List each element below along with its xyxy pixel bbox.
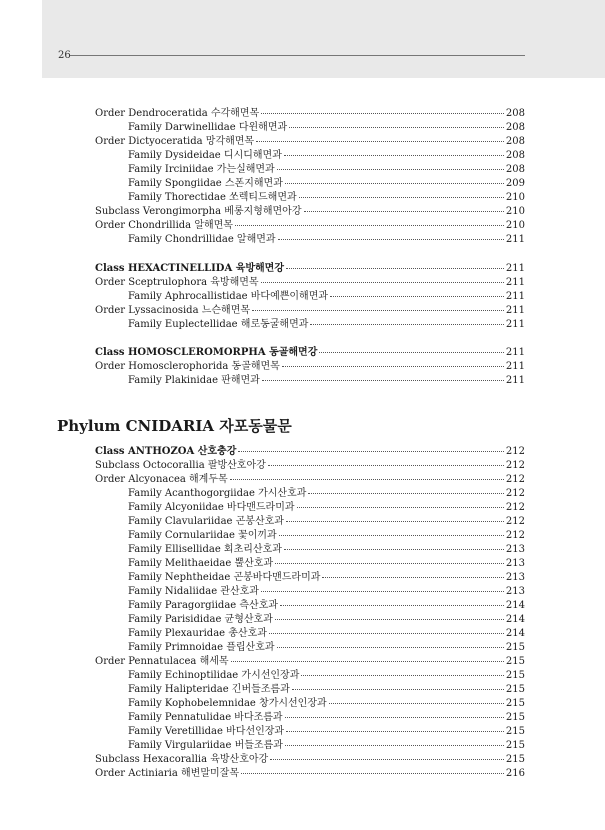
toc-entry [128, 683, 525, 697]
dot-leader [285, 183, 504, 184]
toc-entry [95, 655, 525, 669]
toc-entry-page: 212 [505, 446, 525, 457]
dot-leader [329, 703, 504, 704]
toc-entry [128, 177, 525, 191]
toc-entry [95, 135, 525, 149]
toc-entry-page: 215 [505, 740, 525, 751]
toc-entry [128, 149, 525, 163]
toc-entry-page: 211 [505, 291, 525, 302]
toc-entry [95, 262, 525, 276]
toc-entry [128, 613, 525, 627]
toc-entry-page: 208 [505, 150, 525, 161]
toc-entry-label: Order Dictyoceratida 망각해면목 [95, 136, 255, 147]
toc-entry-label: Family Acanthogorgiidae 가시산호과 [128, 488, 307, 499]
toc-entry-label: Order Homosclerophorida 동골해면목 [95, 361, 280, 372]
toc-entry [95, 276, 525, 290]
toc-entry-page: 213 [505, 572, 525, 583]
toc-entry-page: 212 [505, 516, 525, 527]
dot-leader [256, 141, 504, 142]
dot-leader [284, 549, 504, 550]
toc-entry-label: Family Aphrocallistidae 바다예쁜이해면과 [128, 291, 329, 302]
toc-entry-label: Family Plakinidae 판해면과 [128, 375, 260, 386]
dot-leader [252, 310, 504, 311]
toc-entry [128, 739, 525, 753]
dot-leader [282, 366, 504, 367]
toc-entry [128, 529, 525, 543]
toc-entry-label: Family Veretillidae 바다선인장과 [128, 726, 285, 737]
toc-entry-page: 213 [505, 586, 525, 597]
toc-entry-page: 211 [505, 375, 525, 386]
dot-leader [286, 731, 504, 732]
toc-entry [128, 501, 525, 515]
toc-entry [128, 515, 525, 529]
toc-entry [128, 725, 525, 739]
toc-entry-page: 215 [505, 684, 525, 695]
toc-entry [95, 445, 525, 459]
dot-leader [286, 521, 504, 522]
dot-leader [277, 169, 504, 170]
toc-entry-label: Subclass Octocorallia 팔방산호아강 [95, 460, 266, 471]
toc-entry-label: Family Primnoidae 플립산호과 [128, 642, 275, 653]
toc-entry [95, 107, 525, 121]
toc-entry [128, 669, 525, 683]
dot-leader [322, 577, 503, 578]
toc-entry-page: 210 [505, 192, 525, 203]
toc-entry [128, 121, 525, 135]
dot-leader [284, 155, 504, 156]
toc-entry-label: Subclass Hexacorallia 육방산호아강 [95, 754, 269, 765]
dot-leader [279, 535, 504, 536]
toc-entry-label: Order Actiniaria 해변말미잘목 [95, 768, 239, 779]
toc-entry-label: Class HOMOSCLEROMORPHA 동골해면강 [95, 347, 318, 358]
toc-entry-label: Order Sceptrulophora 육방해면목 [95, 277, 259, 288]
toc-entry [95, 473, 525, 487]
toc-entry [128, 599, 525, 613]
toc-entry-page: 211 [505, 347, 525, 358]
toc-entry-label: Family Euplectellidae 해로동굴해면과 [128, 319, 309, 330]
toc-entry-page: 208 [505, 136, 525, 147]
toc-entry-page: 208 [505, 164, 525, 175]
toc-entry-page: 211 [505, 361, 525, 372]
toc-entry-label: Family Chondrillidae 알해면과 [128, 234, 276, 245]
dot-leader [285, 717, 504, 718]
dot-leader [262, 380, 504, 381]
toc-entry-page: 215 [505, 698, 525, 709]
toc-entry-page: 209 [505, 178, 525, 189]
toc-entry [128, 627, 525, 641]
toc-entry [95, 346, 525, 360]
toc-entry [128, 290, 525, 304]
toc-entry-label: Family Virgulariidae 버들조름과 [128, 740, 283, 751]
dot-leader [275, 619, 504, 620]
dot-leader [231, 661, 504, 662]
toc-entry-label: Family Dysideidae 디시디해면과 [128, 150, 282, 161]
toc-entry [95, 360, 525, 374]
dot-leader [268, 465, 504, 466]
toc-entry-page: 211 [505, 305, 525, 316]
toc-entry-page: 215 [505, 726, 525, 737]
toc-entry-label: Family Darwinellidae 다윈해면과 [128, 122, 288, 133]
toc-entry-label: Family Spongiidae 스폰지해면과 [128, 178, 283, 189]
dot-leader [238, 451, 504, 452]
toc-entry-label: Family Kophobelemnidae 창가시선인장과 [128, 698, 327, 709]
toc-entry [95, 767, 525, 781]
toc-entry [95, 753, 525, 767]
toc-entry-page: 212 [505, 460, 525, 471]
toc-entry-label: Order Dendroceratida 수각해면목 [95, 108, 260, 119]
dot-leader [304, 211, 504, 212]
toc-entry [128, 557, 525, 571]
dot-leader [230, 479, 504, 480]
toc-entry-label: Family Pennatulidae 바다조름과 [128, 712, 283, 723]
toc-entry-page: 211 [505, 319, 525, 330]
dot-leader [330, 296, 504, 297]
toc-entry [128, 571, 525, 585]
toc-entry-page: 210 [505, 206, 525, 217]
toc-entry-page: 208 [505, 122, 525, 133]
dot-leader [289, 127, 504, 128]
toc-entry-label: Order Lyssacinosida 느슨해면목 [95, 305, 251, 316]
toc-entry [95, 205, 525, 219]
toc-entry [128, 585, 525, 599]
dot-leader [269, 633, 504, 634]
toc-entry-page: 215 [505, 712, 525, 723]
toc-entry-page: 212 [505, 474, 525, 485]
dot-leader [297, 507, 504, 508]
dot-leader [270, 759, 504, 760]
page-number: 26 [58, 50, 71, 61]
dot-leader [308, 493, 504, 494]
toc-entry-label: Family Parisididae 균형산호과 [128, 614, 273, 625]
toc-entry-label: Order Chondrillida 알해면목 [95, 220, 233, 231]
toc-entry-page: 211 [505, 234, 525, 245]
toc-entry [95, 459, 525, 473]
toc-entry [128, 697, 525, 711]
toc-entry-label: Family Echinoptilidae 가시선인장과 [128, 670, 300, 681]
dot-leader [241, 773, 504, 774]
toc-entry-label: Subclass Verongimorpha 베롱지형해면아강 [95, 206, 302, 217]
toc-entry-label: Family Clavulariidae 곤봉산호과 [128, 516, 284, 527]
dot-leader [261, 113, 504, 114]
toc-entry [95, 304, 525, 318]
toc-entry-label: Family Ellisellidae 회초리산호과 [128, 544, 282, 555]
toc-entry-page: 212 [505, 502, 525, 513]
toc-entry [95, 219, 525, 233]
dot-leader [292, 689, 504, 690]
toc-entry-page: 212 [505, 530, 525, 541]
dot-leader [261, 282, 504, 283]
dot-leader [286, 268, 504, 269]
toc-entry-page: 211 [505, 277, 525, 288]
toc-entry-label: Family Irciniidae 가는실해면과 [128, 164, 275, 175]
dot-leader [235, 225, 504, 226]
toc-entry [128, 191, 525, 205]
toc-entry-label: Class HEXACTINELLIDA 육방해면강 [95, 263, 285, 274]
header-rule [70, 55, 525, 56]
dot-leader [280, 605, 504, 606]
toc-entry-label: Family Plexauridae 총산호과 [128, 628, 267, 639]
toc-entry-page: 215 [505, 670, 525, 681]
toc-entry-page: 215 [505, 656, 525, 667]
toc-entry-label: Family Thorectidae 쏘렉티드해면과 [128, 192, 297, 203]
toc-entry-label: Family Cornulariidae 꽃이끼과 [128, 530, 277, 541]
toc-entry-label: Order Alcyonacea 해계두목 [95, 474, 228, 485]
toc-entry-page: 213 [505, 558, 525, 569]
dot-leader [278, 239, 504, 240]
dot-leader [319, 352, 504, 353]
dot-leader [275, 563, 504, 564]
dot-leader [277, 647, 504, 648]
toc-entry-page: 211 [505, 263, 525, 274]
dot-leader [261, 591, 504, 592]
toc-entry-page: 214 [505, 628, 525, 639]
toc-entry-page: 214 [505, 600, 525, 611]
toc-entry-label: Order Pennatulacea 해세목 [95, 656, 229, 667]
toc-entry-page: 210 [505, 220, 525, 231]
toc-entry-page: 214 [505, 614, 525, 625]
dot-leader [285, 745, 504, 746]
dot-leader [310, 324, 504, 325]
toc-entry-page: 215 [505, 642, 525, 653]
toc-entry [128, 711, 525, 725]
toc-entry-label: Class ANTHOZOA 산호충강 [95, 446, 237, 457]
toc-entry-label: Family Paragorgiidae 측산호과 [128, 600, 279, 611]
dot-leader [301, 675, 504, 676]
toc-entry [128, 487, 525, 501]
toc-entry [128, 233, 525, 247]
toc-entry-label: Family Melithaeidae 뿔산호과 [128, 558, 274, 569]
phylum-heading: Phylum CNIDARIA 자포동물문 [57, 417, 292, 435]
toc-entry-page: 212 [505, 488, 525, 499]
header-band [42, 0, 605, 78]
toc-entry [128, 163, 525, 177]
toc-entry [128, 641, 525, 655]
toc-entry-page: 213 [505, 544, 525, 555]
toc-entry-page: 208 [505, 108, 525, 119]
toc-entry-label: Family Nidaliidae 관산호과 [128, 586, 259, 597]
dot-leader [299, 197, 504, 198]
toc-entry-page: 216 [505, 768, 525, 779]
toc-entry [128, 543, 525, 557]
toc-entry-label: Family Halipteridae 긴버들조름과 [128, 684, 290, 695]
toc-entry [128, 374, 525, 388]
toc-entry-label: Family Nephtheidae 곤봉바다맨드라미과 [128, 572, 321, 583]
toc-entry-label: Family Alcyoniidae 바다맨드라미과 [128, 502, 295, 513]
toc-entry [128, 318, 525, 332]
toc-entry-page: 215 [505, 754, 525, 765]
